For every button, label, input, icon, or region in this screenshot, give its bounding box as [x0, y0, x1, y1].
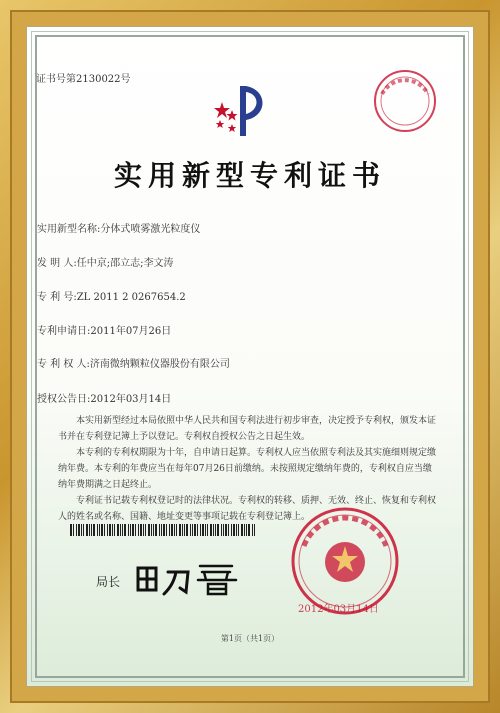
barcode-bar — [124, 524, 126, 536]
barcode-bar — [197, 524, 198, 536]
barcode-bar — [163, 524, 165, 536]
barcode-bar — [166, 524, 167, 536]
barcode-bar — [248, 524, 250, 536]
patent-office-logo-icon — [210, 80, 270, 140]
field-label: 专 利 权 人: — [37, 359, 90, 370]
barcode-bar — [241, 524, 243, 536]
barcode-bar — [161, 524, 162, 536]
barcode-bar — [148, 524, 150, 536]
field-label: 专利申请日: — [37, 326, 91, 337]
field-value: 任中京;邵立志;李文涛 — [76, 258, 174, 269]
barcode-bar — [155, 524, 157, 536]
barcode-bar — [228, 524, 229, 536]
barcode-bar — [117, 524, 119, 536]
certificate-title: 实用新型专利证书 — [113, 159, 386, 192]
director-signature — [132, 560, 242, 598]
director-label: 局长 — [96, 575, 121, 589]
barcode-bar — [109, 524, 111, 536]
barcode-bar — [145, 524, 146, 536]
barcode-bar — [83, 524, 84, 536]
barcode-bar — [233, 524, 235, 536]
barcode-bar — [205, 524, 206, 536]
barcode-bar — [179, 524, 181, 536]
field-label: 实用新型名称: — [37, 224, 101, 235]
barcode-bar — [107, 524, 108, 536]
barcode-bar — [207, 524, 208, 536]
barcode-bar — [171, 524, 173, 536]
field-label: 专 利 号: — [37, 292, 77, 303]
barcode-bar — [186, 524, 188, 536]
barcode-bar — [135, 524, 136, 536]
barcode-bar — [122, 524, 123, 536]
barcode-bar — [182, 524, 183, 536]
paragraph-term: 本专利的专利权期限为十年，自申请日起算。专利权人应当依照专利法及其实施细则规定缴纳年费。本专利的年费应当在每年07月26日前缴纳。未按照规定缴纳年费的，专利权自应当缴纳年费期满之日起终止。 — [58, 448, 437, 490]
field-patentee — [37, 355, 230, 370]
barcode-bar — [91, 524, 92, 536]
barcode-bar — [202, 524, 204, 536]
barcode-bar — [176, 524, 177, 536]
barcode-bar — [244, 524, 245, 536]
barcode-bar — [159, 524, 160, 536]
barcode-bar — [143, 524, 144, 536]
barcode-bar — [174, 524, 175, 536]
paragraph-registration: 专利证书记载专利权登记时的法律状况。专利权的转移、质押、无效、终止、恢复和专利权人的姓名或名称、国籍、地址变更等事项记载在专利登记簿上。 — [58, 496, 437, 522]
barcode-bar — [217, 524, 219, 536]
barcode-bar — [104, 524, 105, 536]
field-application-date — [37, 322, 171, 337]
barcode-bar — [132, 524, 134, 536]
barcode — [70, 524, 258, 536]
barcode-bar — [130, 524, 131, 536]
barcode-bar — [138, 524, 139, 536]
barcode-bar — [70, 524, 72, 536]
field-grant-date — [37, 390, 171, 405]
barcode-bar — [73, 524, 74, 536]
barcode-bar — [194, 524, 196, 536]
barcode-bar — [101, 524, 103, 536]
seal-date: 2012年03月14日 — [298, 604, 379, 615]
field-label: 授权公告日: — [37, 394, 91, 405]
barcode-bar — [76, 524, 77, 536]
barcode-bar — [86, 524, 88, 536]
barcode-bar — [221, 524, 222, 536]
barcode-bar — [153, 524, 154, 536]
field-value: 分体式喷雾激光粒度仪 — [100, 224, 201, 235]
barcode-bar — [231, 524, 232, 536]
field-utility-model-name — [37, 220, 200, 235]
red-stamp-icon — [372, 68, 438, 134]
barcode-bar — [120, 524, 121, 536]
barcode-bar — [215, 524, 216, 536]
barcode-bar — [78, 524, 80, 536]
barcode-bar — [246, 524, 247, 536]
page-footer: 第1页（共1页） — [220, 634, 280, 643]
field-value: 2011年07月26日 — [90, 326, 172, 337]
barcode-bar — [210, 524, 212, 536]
barcode-bar — [99, 524, 100, 536]
barcode-bar — [128, 524, 129, 536]
barcode-bar — [190, 524, 191, 536]
barcode-bar — [93, 524, 95, 536]
barcode-bar — [114, 524, 115, 536]
barcode-bar — [81, 524, 82, 536]
field-label: 发 明 人: — [37, 258, 77, 269]
barcode-bar — [184, 524, 185, 536]
barcode-bar — [169, 524, 170, 536]
barcode-bar — [97, 524, 98, 536]
field-inventors — [37, 254, 173, 269]
barcode-bar — [238, 524, 239, 536]
field-value: 2012年03月14日 — [90, 394, 172, 405]
barcode-bar — [89, 524, 90, 536]
barcode-bar — [192, 524, 193, 536]
field-patent-number — [37, 288, 186, 303]
barcode-bar — [200, 524, 201, 536]
barcode-bar — [151, 524, 152, 536]
paragraph-grant: 本实用新型经过本局依照中华人民共和国专利法进行初步审查，决定授予专利权，颁发本证书并在专利登记簿上予以登记。专利权自授权公告之日起生效。 — [58, 416, 437, 442]
barcode-bar — [140, 524, 142, 536]
certificate-number: 证书号第2130022号 — [36, 74, 131, 85]
barcode-bar — [112, 524, 113, 536]
barcode-bar — [225, 524, 227, 536]
field-value: 济南微纳颗粒仪器股份有限公司 — [89, 359, 230, 370]
barcode-bar — [254, 524, 255, 536]
barcode-bar — [223, 524, 224, 536]
barcode-bar — [252, 524, 253, 536]
barcode-bar — [236, 524, 237, 536]
barcode-bar — [213, 524, 214, 536]
field-value: ZL 2011 2 0267654.2 — [76, 292, 186, 303]
